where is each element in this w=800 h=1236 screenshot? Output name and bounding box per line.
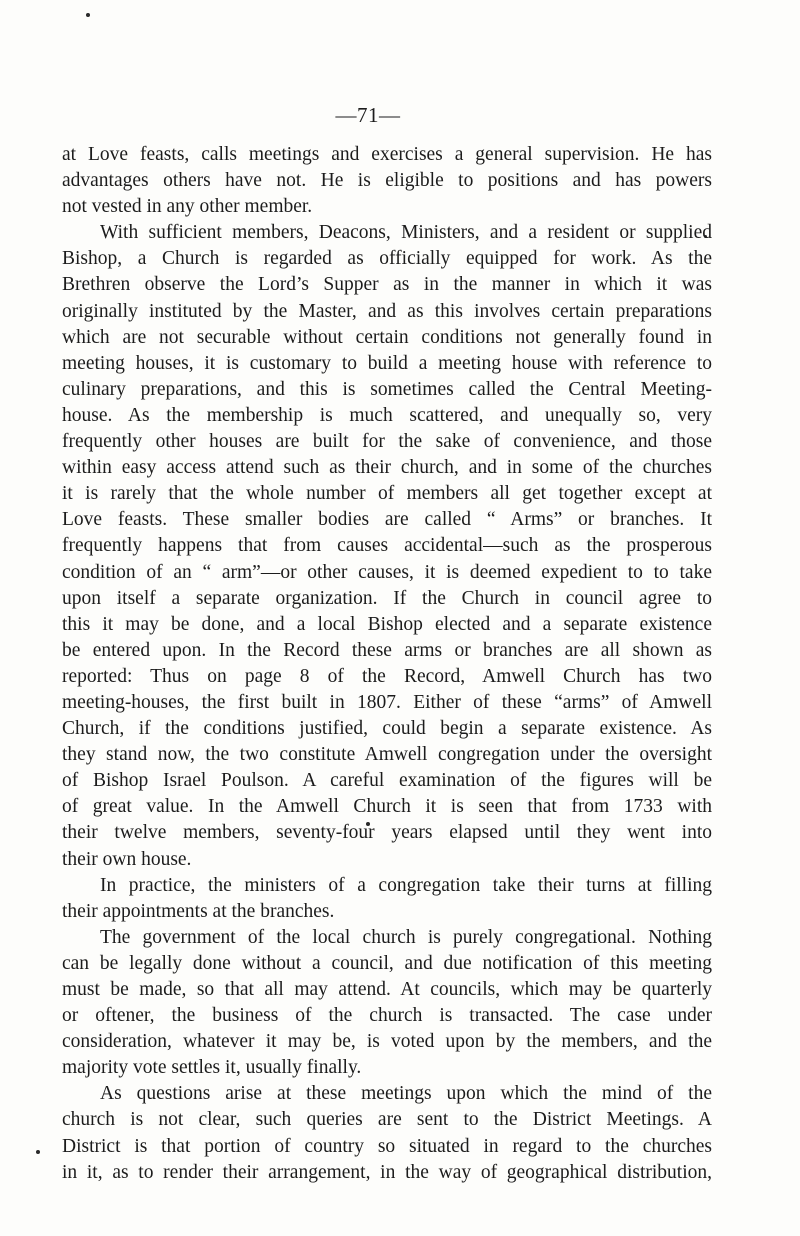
text-line: reported: Thus on page 8 of the Record, Amwell Church has two	[62, 665, 712, 687]
text-line: their own house.	[62, 848, 192, 870]
text-line: Love feasts. These smaller bodies are called “ Arms” or branches. It	[62, 509, 712, 531]
text-line: In practice, the ministers of a congregation take their turns at filling	[100, 874, 712, 896]
text-line: be entered upon. In the Record these arms or branches are all shown as	[62, 639, 712, 661]
text-line: meeting houses, it is customary to build a meeting house with reference to	[62, 352, 712, 374]
text-line: at Love feasts, calls meetings and exercises a general supervision. He has	[62, 144, 712, 165]
text-line: meeting-houses, the first built in 1807. Either of these “arms” of Amwell	[62, 691, 712, 713]
text-line: Church, if the conditions justified, could begin a separate existence. As	[62, 718, 712, 740]
text-line: house. As the membership is much scattered, and unequally so, very	[62, 404, 712, 426]
text-line: of Bishop Israel Poulson. A careful examination of the figures will be	[62, 770, 712, 792]
text-line: or oftener, the business of the church is transacted. The case under	[62, 1005, 712, 1027]
text-line: majority vote settles it, usually finally.	[62, 1057, 362, 1079]
text-line: Bishop, a Church is regarded as officially equipped for work. As the	[62, 248, 712, 270]
text-line: they stand now, the two constitute Amwell congregation under the oversight	[62, 744, 712, 766]
text-line: can be legally done without a council, and due notification of this meeting	[62, 952, 712, 974]
text-line: frequently happens that from causes accidental—such as the prosperous	[62, 535, 712, 557]
text-line: frequently other houses are built for the sake of convenience, and those	[62, 431, 712, 453]
text-line: consideration, whatever it may be, is voted upon by the members, and the	[62, 1031, 712, 1053]
ink-speck	[36, 1150, 40, 1154]
text-line: within easy access attend such as their church, and in some of the churches	[62, 457, 712, 479]
text-line: not vested in any other member.	[62, 196, 313, 218]
text-line: must be made, so that all may attend. At councils, which may be quarterly	[62, 979, 712, 1000]
text-line: originally instituted by the Master, and as this involves certain preparations	[62, 300, 712, 322]
text-line: their twelve members, seventy-four years elapsed until they went into	[62, 822, 712, 844]
text-line: in it, as to render their arrangement, in the way of geographical distribution,	[62, 1161, 712, 1183]
text-line: As questions arise at these meetings upon which the mind of the	[100, 1083, 712, 1105]
text-line: condition of an “ arm”—or other causes, it is deemed expedient to to take	[62, 561, 712, 583]
ink-speck	[86, 13, 90, 17]
text-line: this it may be done, and a local Bishop elected and a separate existence	[62, 613, 712, 635]
text-line: church is not clear, such queries are sent to the District Meetings. A	[62, 1109, 712, 1131]
text-line: advantages others have not. He is eligible to positions and has powers	[62, 170, 712, 192]
body-text	[62, 142, 712, 1186]
text-line: their appointments at the branches.	[62, 900, 335, 922]
text-line: of great value. In the Amwell Church it is seen that from 1733 with	[62, 796, 712, 818]
text-line: culinary preparations, and this is sometimes called the Central Meeting-	[62, 378, 712, 400]
text-line: District is that portion of country so situated in regard to the churches	[62, 1135, 712, 1157]
text-line: it is rarely that the whole number of members all get together except at	[62, 483, 712, 505]
text-line: The government of the local church is purely congregational. Nothing	[100, 926, 712, 948]
text-line: With sufficient members, Deacons, Ministers, and a resident or supplied	[100, 222, 712, 244]
text-line: Brethren observe the Lord’s Supper as in the manner in which it was	[62, 274, 712, 296]
text-line: upon itself a separate organization. If the Church in council agree to	[62, 587, 712, 609]
text-line: which are not securable without certain conditions not generally found in	[62, 326, 712, 348]
page-number: —71—	[335, 103, 401, 127]
